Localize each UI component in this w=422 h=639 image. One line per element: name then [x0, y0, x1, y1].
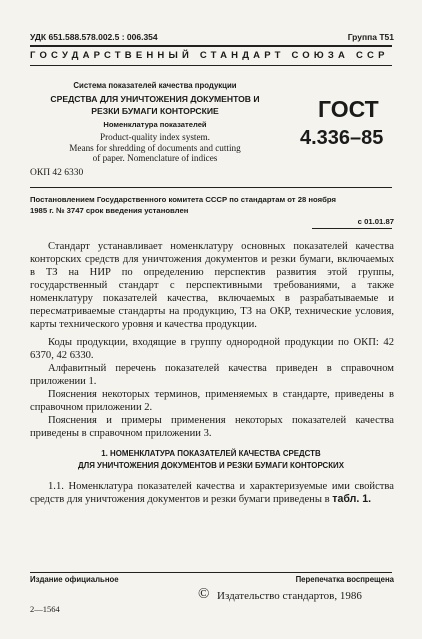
standard-banner: ГОСУДАРСТВЕННЫЙ СТАНДАРТ СОЮЗА ССР — [30, 50, 389, 61]
title-rule — [30, 187, 392, 188]
table-reference: табл. 1. — [332, 493, 372, 505]
decree-text — [30, 194, 394, 216]
paragraph-1-1 — [30, 480, 394, 506]
document-title-line2: РЕЗКИ БУМАГИ КОНТОРСКИЕ — [91, 106, 219, 116]
section-heading-line1: 1. НОМЕНКЛАТУРА ПОКАЗАТЕЛЕЙ КАЧЕСТВА СРЕДСТВ — [101, 449, 321, 458]
english-title-line2: Means for shredding of documents and cutting — [69, 142, 241, 153]
section-heading-line2: ДЛЯ УНИЧТОЖЕНИЯ ДОКУМЕНТОВ И РЕЗКИ БУМАГИ КОНТОРСКИХ — [78, 461, 344, 470]
official-edition: Издание официальное — [30, 575, 119, 584]
paragraph-scope: Стандарт устанавливает номенклатуру основных показателей качества конторских средств для уничтожения документов и резки бумаги, включаемых в ТЗ на НИР по определению перспектив развития этой группы, государственный стандарт с перспективными требованиями, а также номенклатуру показателей качества, включаемых в разрабатываемые и пересматриваемые стандарты на продукцию, ТЗ на ОКР, технические условия, карты технического уровня и качества продукции. — [30, 241, 394, 330]
paragraph-appendix1: Алфавитный перечень показателей качества приведен в справочном приложении 1. — [30, 363, 394, 387]
gost-number: 4.336–85 — [300, 127, 384, 149]
paragraph-codes: Коды продукции, входящие в группу однородной продукции по ОКП: 42 6370, 42 6330. — [30, 337, 394, 361]
effective-date: с 01.01.87 — [357, 217, 394, 226]
header-rule-top — [30, 45, 392, 47]
paragraph-appendix2: Пояснения некоторых терминов, применяемых в стандарте, приведены в справочном приложении 2. — [30, 389, 394, 413]
print-code: 2—1564 — [30, 604, 60, 614]
date-underline — [312, 228, 392, 229]
english-title-line3: of paper. Nomenclature of indices — [92, 153, 218, 163]
paragraph-1-1-text: 1.1. Номенклатура показателей качества и характеризуемые ими свойства средств для уничтожения документов и резки бумаги приведены в — [30, 481, 394, 505]
header-rule-bottom — [30, 65, 392, 66]
footer-rule — [30, 572, 392, 573]
section-heading — [0, 448, 422, 472]
english-title-line1: Product-quality index system. — [100, 132, 210, 142]
copyright-text: Издательство стандартов, 1986 — [217, 590, 362, 602]
reprint-notice: Перепечатка воспрещена — [295, 575, 394, 584]
system-title: Система показателей качества продукции — [73, 81, 237, 90]
group-code: Группа Т51 — [347, 32, 394, 42]
document-title-line1: СРЕДСТВА ДЛЯ УНИЧТОЖЕНИЯ ДОКУМЕНТОВ И — [50, 94, 260, 104]
udk-code: УДК 651.588.578.002.5 : 006.354 — [30, 32, 158, 42]
decree-line2: 1985 г. № 3747 срок введения установлен — [30, 206, 189, 215]
gost-label: ГОСТ — [318, 96, 379, 122]
decree-line1: Постановлением Государственного комитета СССР по стандартам от 28 ноября — [30, 195, 336, 204]
document-subtitle: Номенклатура показателей — [103, 120, 207, 129]
okp-code: ОКП 42 6330 — [30, 168, 84, 178]
paragraph-appendix3: Пояснения и примеры применения некоторых показателей качества приведены в справочном приложении 3. — [30, 415, 394, 439]
copyright-icon: © — [198, 586, 210, 602]
english-title — [30, 132, 280, 164]
